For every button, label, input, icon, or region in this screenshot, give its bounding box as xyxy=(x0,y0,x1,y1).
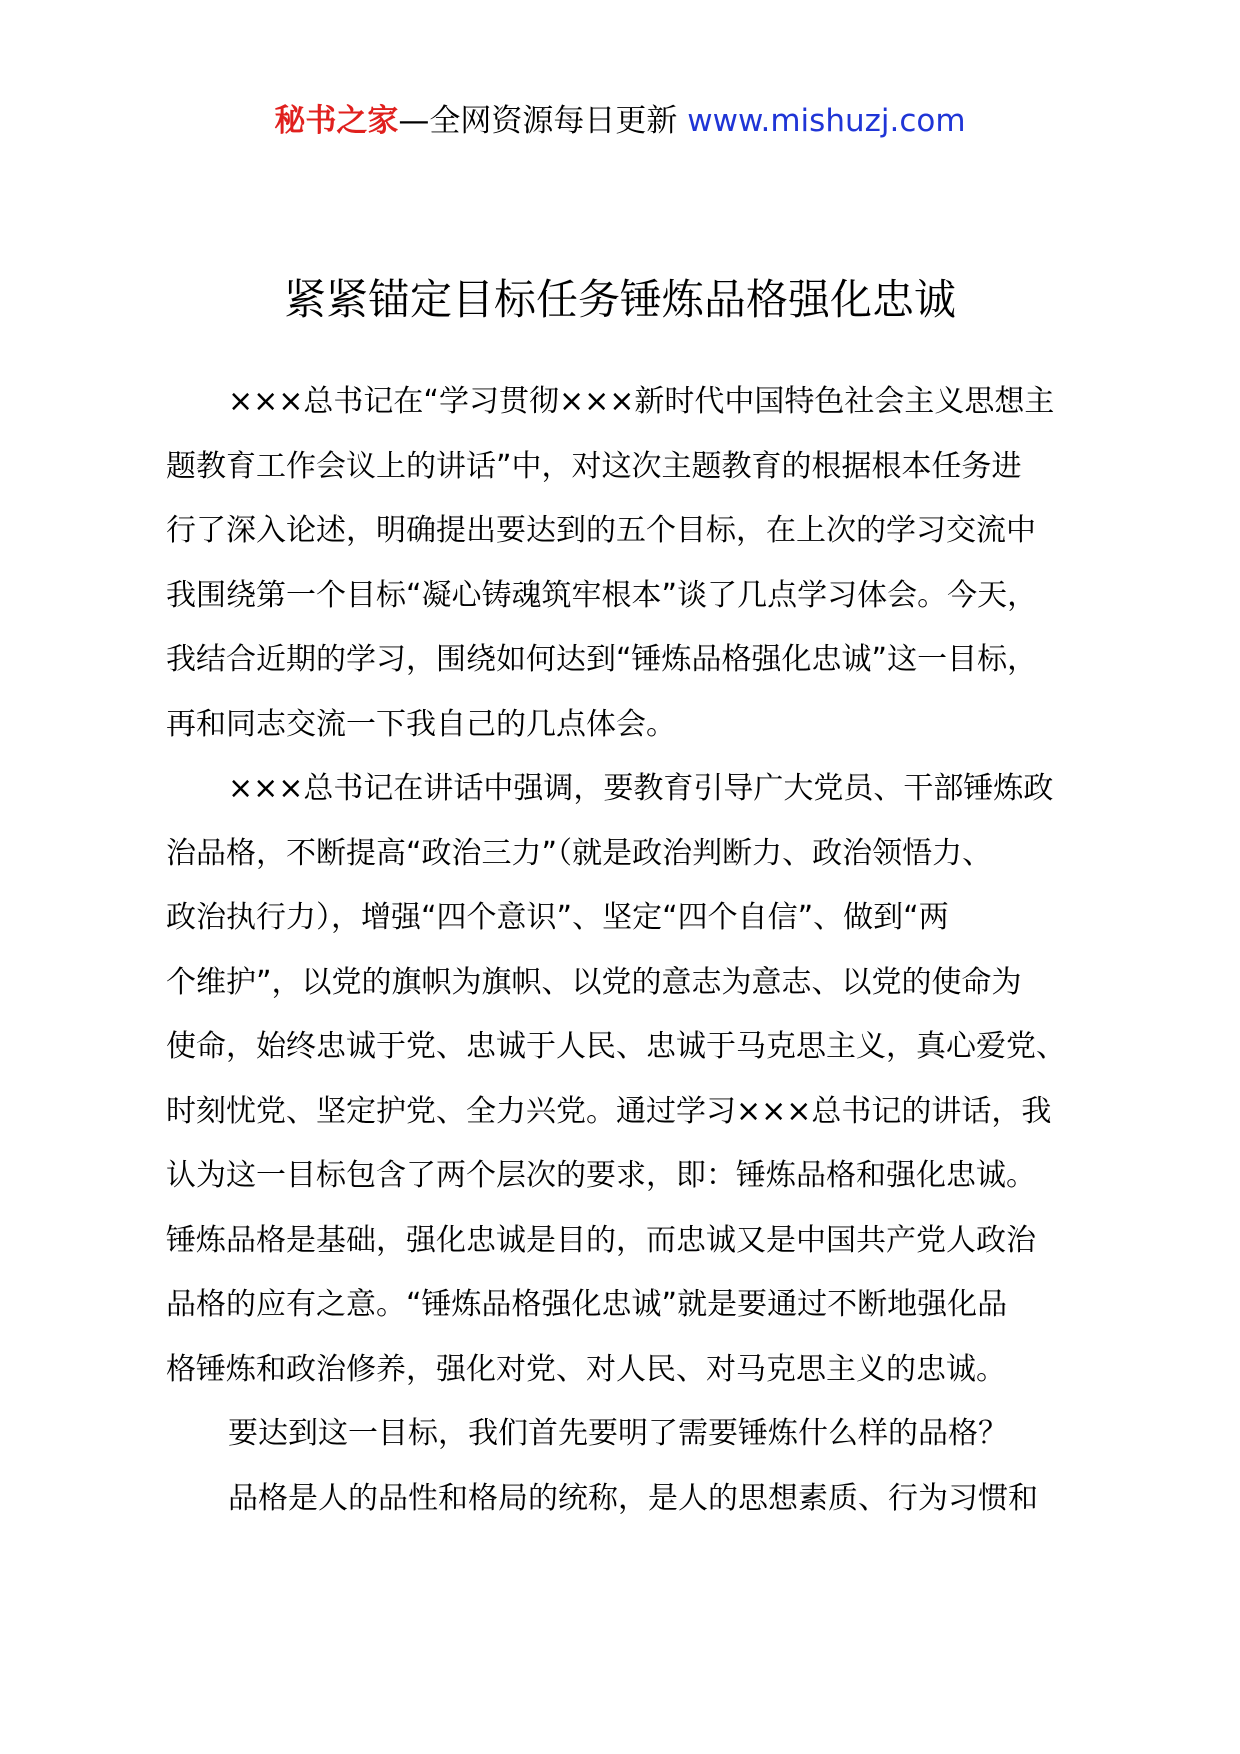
body-line: 品格的应有之意。“锤炼品格强化忠诚”就是要通过不断地强化品 xyxy=(166,1287,1008,1322)
body-line: 我围绕第一个目标“凝心铸魂筑牢根本”谈了几点学习体会。今天， xyxy=(166,577,1038,613)
body-line: 政治执行力），增强“四个意识”、坚定“四个自信”、做到“两 xyxy=(166,900,949,935)
document-body xyxy=(166,370,1106,1531)
body-line: 品格是人的品性和格局的统称，是人的思想素质、行为习惯和 xyxy=(228,1480,1038,1516)
site-tagline: —全网资源每日更新 xyxy=(398,103,688,139)
body-line: 格锤炼和政治修养，强化对党、对人民、对马克思主义的忠诚。 xyxy=(166,1351,1006,1387)
body-line: ×××总书记在“学习贯彻×××新时代中国特色社会主义思想主 xyxy=(228,384,1055,419)
body-line: 题教育工作会议上的讲话”中，对这次主题教育的根据根本任务进 xyxy=(166,448,1022,484)
body-line: 使命，始终忠诚于党、忠诚于人民、忠诚于马克思主义，真心爱党、 xyxy=(166,1029,1066,1064)
site-header xyxy=(0,98,1240,144)
body-line: 时刻忧党、坚定护党、全力兴党。通过学习×××总书记的讲话，我 xyxy=(166,1093,1052,1129)
document-title: 紧紧锚定目标任务锤炼品格强化忠诚 xyxy=(283,275,956,324)
site-brand: 秘书之家 xyxy=(274,103,399,139)
body-line: 个维护”，以党的旗帜为旗帜、以党的意志为意志、以党的使命为 xyxy=(166,964,1022,1000)
site-url-link[interactable]: www.mishuzj.com xyxy=(687,103,966,139)
body-line: 锤炼品格是基础，强化忠诚是目的，而忠诚又是中国共产党人政治 xyxy=(166,1222,1036,1258)
body-line: 行了深入论述，明确提出要达到的五个目标，在上次的学习交流中 xyxy=(166,513,1036,548)
body-line: 我结合近期的学习，围绕如何达到“锤炼品格强化忠诚”这一目标， xyxy=(166,642,1038,677)
body-line: 治品格，不断提高“政治三力”（就是政治判断力、政治领悟力、 xyxy=(166,835,993,871)
body-line: ×××总书记在讲话中强调，要教育引导广大党员、干部锤炼政 xyxy=(228,771,1054,806)
body-line: 要达到这一目标，我们首先要明了需要锤炼什么样的品格？ xyxy=(228,1416,1008,1451)
body-line: 再和同志交流一下我自己的几点体会。 xyxy=(166,706,676,742)
body-line: 认为这一目标包含了两个层次的要求，即：锤炼品格和强化忠诚。 xyxy=(166,1158,1036,1193)
